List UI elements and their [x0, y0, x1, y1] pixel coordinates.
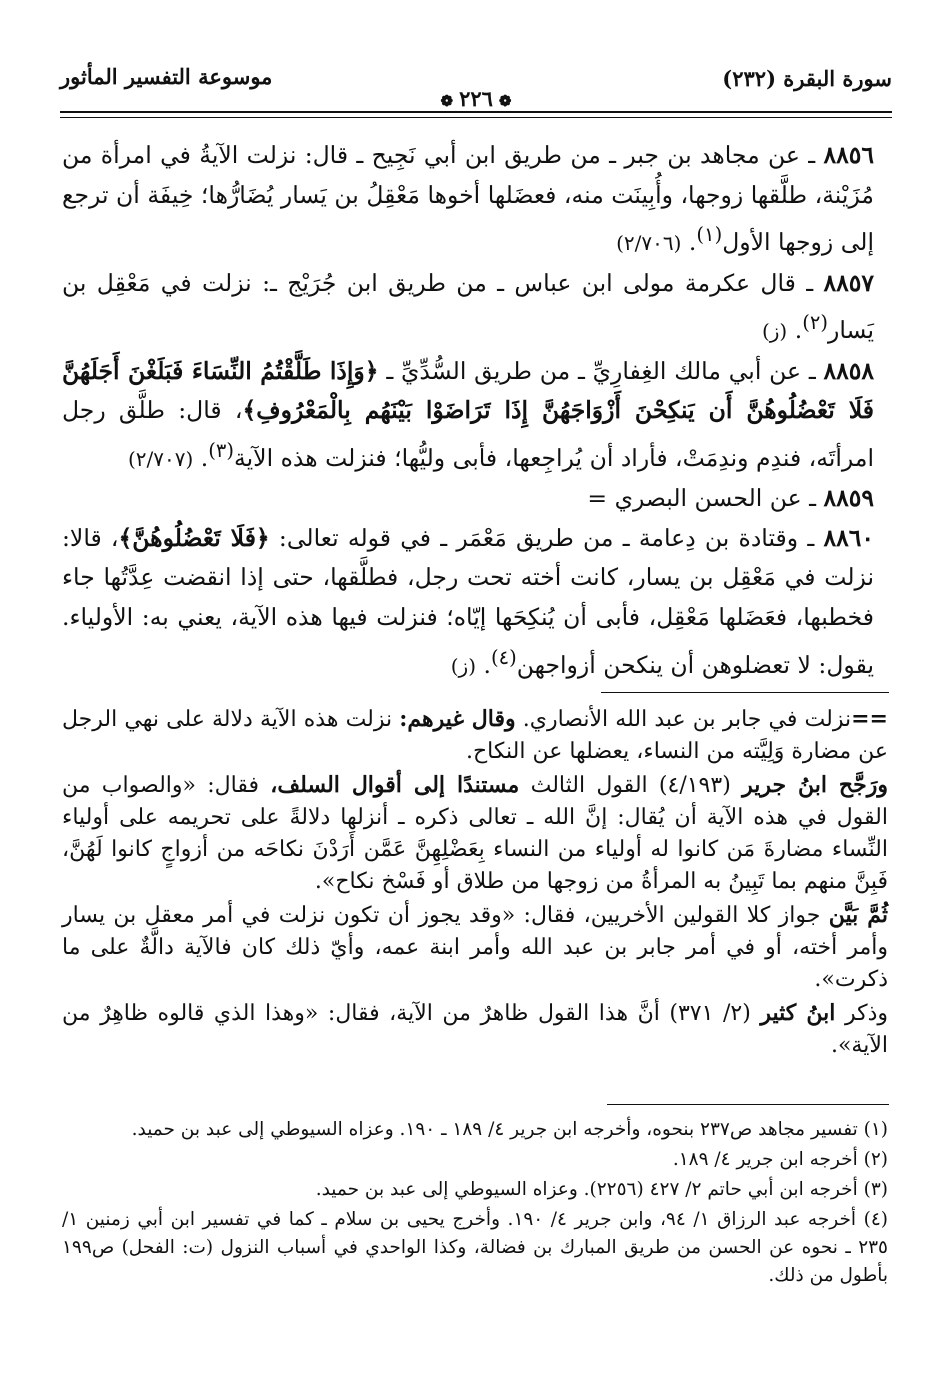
entry-text-cont: ، قالا: نزلت في مَعْقِل بن يسار، كانت أخته تحت رجل، فطلَّقها، حتى إذا انقضت عِدَّتُها جاء فخطبها، فعَضَلها مَعْقِل، فأبى أن يُنكِحَها إيّاه؛ فنزلت فيها هذه الآية، يعني به: الأولياء. يقول: لا تعضلوهن أن ينكحن أزواجهن [62, 523, 874, 679]
source-ref: (ز) [761, 319, 788, 344]
note-text: وذكر [844, 1000, 889, 1026]
commentary-notes [62, 703, 888, 1062]
page-header [60, 60, 892, 111]
entry-end: . [794, 316, 803, 345]
note-paragraph [62, 899, 888, 997]
entry-number: ٨٨٥٧ [823, 268, 874, 297]
source-ref: (٢/٧٠٧) [127, 446, 194, 471]
quran-verse: ﴿وَإِذَا طَلَّقْتُمُ النِّسَاءَ فَبَلَغْنَ أَجَلَهُنَّ فَلَا تَعْضُلُوهُنَّ أَن يَنكِحْنَ أَزْوَاجَهُنَّ إِذَا تَرَاضَوْا بَيْنَهُم بِالْمَعْرُوفِ﴾ [62, 356, 875, 425]
page-number-block [60, 86, 892, 111]
entry-number: ٨٨٥٦ [823, 141, 874, 169]
entry-number: ٨٨٥٨ [823, 356, 874, 385]
note-bold: ابنُ كثير [760, 999, 836, 1026]
note-bold: مستندًا إلى أقوال السلف، [270, 771, 520, 798]
footnote-ref: (٣) [208, 438, 235, 462]
entry-end: . [688, 228, 697, 257]
note-text: نزلت هذه الآية دلالة على نهي الرجل عن مضارة وَلِيَّته من النساء، يعضلها عن النكاح. [62, 707, 888, 765]
surah-title: سورة البقرة (٢٣٢) [722, 66, 892, 91]
entry-8856 [62, 136, 874, 264]
footnote-ref: (٢) [802, 311, 828, 335]
entry-text-cont: ، قال: طلَّق رجل امرأتَه، فندِم وندِمَتْ، فأراد أن يُراجِعها، فأبى وليُّها؛ فنزلت هذه الآية [62, 396, 874, 472]
footnotes [62, 1116, 888, 1292]
ornament-icon: ❁ [440, 92, 454, 110]
entry-8857 [62, 264, 874, 352]
entry-end: . [483, 650, 491, 679]
footnote-4: (٤) أخرجه عبد الرزاق ١/ ٩٤، وابن جرير ٤/ ١٩٠. وأخرج يحيى بن سلام ـ كما في تفسير ابن أبي زمنين ١/ ٢٣٥ ـ نحوه عن الحسن من طريق المبارك بن فضالة، وكذا الواحدي في أسباب النزول (ت: الفحل) ص١٩٩ بأطول من ذلك. [62, 1209, 888, 1286]
ornament-icon: ❁ [498, 92, 512, 110]
entry-text: ـ عن الحسن البصري = [587, 484, 817, 513]
entry-text: ـ قال عكرمة مولى ابن عباس ـ من طريق ابن جُرَيْج ـ: نزلت في مَعْقِل بن يَسار [62, 268, 874, 345]
footnote-3: (٣) أخرجه ابن أبي حاتم ٢/ ٤٢٧ (٢٢٥٦). وعزاه السيوطي إلى عبد بن حميد. [315, 1179, 888, 1200]
note-bold: وقال غيرهم: [399, 706, 516, 732]
note-text: (٢/ ٣٧١) أنَّ هذا القول ظاهرٌ من الآية، فقال: «وهذا الذي قالوه ظاهِرٌ من الآية». [62, 1000, 888, 1058]
header-rule [60, 111, 892, 118]
footnote-ref: (١) [696, 223, 723, 247]
footnote-1: (١) تفسير مجاهد ص٢٣٧ بنحوه، وأخرجه ابن جرير ٤/ ١٨٩ ـ ١٩٠. وعزاه السيوطي إلى عبد بن حميد. [131, 1119, 888, 1140]
note-paragraph [62, 703, 888, 769]
entry-text: ـ عن مجاهد بن جبر ـ من طريق ابن أبي نَجِيح ـ قال: نزلت الآيةُ في امرأة من مُزَيْنة، طلَّقها زوجها، وأُبِينَت منه، فعضَلها أخوها مَعْقِلُ بن يَسار يُضَارُّها؛ خِيفَة أن ترجع إلى زوجها الأول [62, 141, 874, 257]
main-text [62, 136, 874, 686]
note-text: جواز كلا القولين الأخريين، فقال: «وقد يجوز أن تكون نزلت في أمر معقل بن يسار وأمر أخته، أو في أمر جابر بن عبد الله وأمر ابنة عمه، وأيّ ذلك كان فالآية دالَّةٌ على ما ذكرت». [62, 902, 888, 993]
footnote-2: (٢) أخرجه ابن جرير ٤/ ١٨٩. [672, 1149, 888, 1170]
entry-number: ٨٨٥٩ [823, 484, 874, 513]
note-paragraph [62, 769, 888, 899]
source-ref: (٢/٧٠٦) [616, 231, 682, 256]
note-text: نزلت في جابر بن عبد الله الأنصاري. [522, 707, 852, 732]
entry-8859 [62, 479, 874, 519]
entry-8858 [62, 352, 874, 480]
footnote-ref: (٤) [490, 645, 517, 669]
note-text: فقال: «والصواب من القول في هذه الآية أن يُقال: إنَّ الله ـ تعالى ذكره ـ أنزلها دلالةً على تحريمه على أولياء النِّساء مضارةَ مَن كانوا له أولياء من النساء بِعَضْلِهِنَّ عَمَّن أَرَدْنَ نكاحَه من أزواجٍ كانوا لَهُنَّ، فَبِنَّ منهم بما تَبِينُ به المرأةُ من زوجها من طلاق أو فَسْخ نكاح». [62, 772, 888, 895]
entry-end: . [200, 443, 209, 472]
page-number: ٢٢٦ [459, 86, 493, 111]
quran-verse: ﴿فَلَا تَعْضُلُوهُنَّ﴾ [118, 523, 270, 552]
note-bold: ثُمَّ بَيَّن [828, 901, 888, 928]
note-text: (٤/١٩٣) القول الثالث [530, 772, 731, 798]
entry-text: ـ عن أبي مالك الغِفارِيِّ ـ من طريق السُّدِّيِّ ـ [386, 356, 816, 385]
continuation-mark: == [851, 706, 888, 732]
book-title: موسوعة التفسير المأثور [60, 64, 273, 89]
notes-separator [601, 692, 889, 693]
entry-number: ٨٨٦٠ [823, 523, 874, 552]
entry-text: ـ وقتادة بن دِعامة ـ من طريق مَعْمَر ـ في قوله تعالى: [278, 523, 815, 552]
footnotes-separator [607, 1104, 889, 1105]
entry-8860 [62, 519, 874, 686]
note-paragraph [62, 997, 888, 1063]
source-ref: (ز) [450, 653, 476, 678]
note-bold: ورَجَّح ابنُ جرير [742, 771, 888, 798]
